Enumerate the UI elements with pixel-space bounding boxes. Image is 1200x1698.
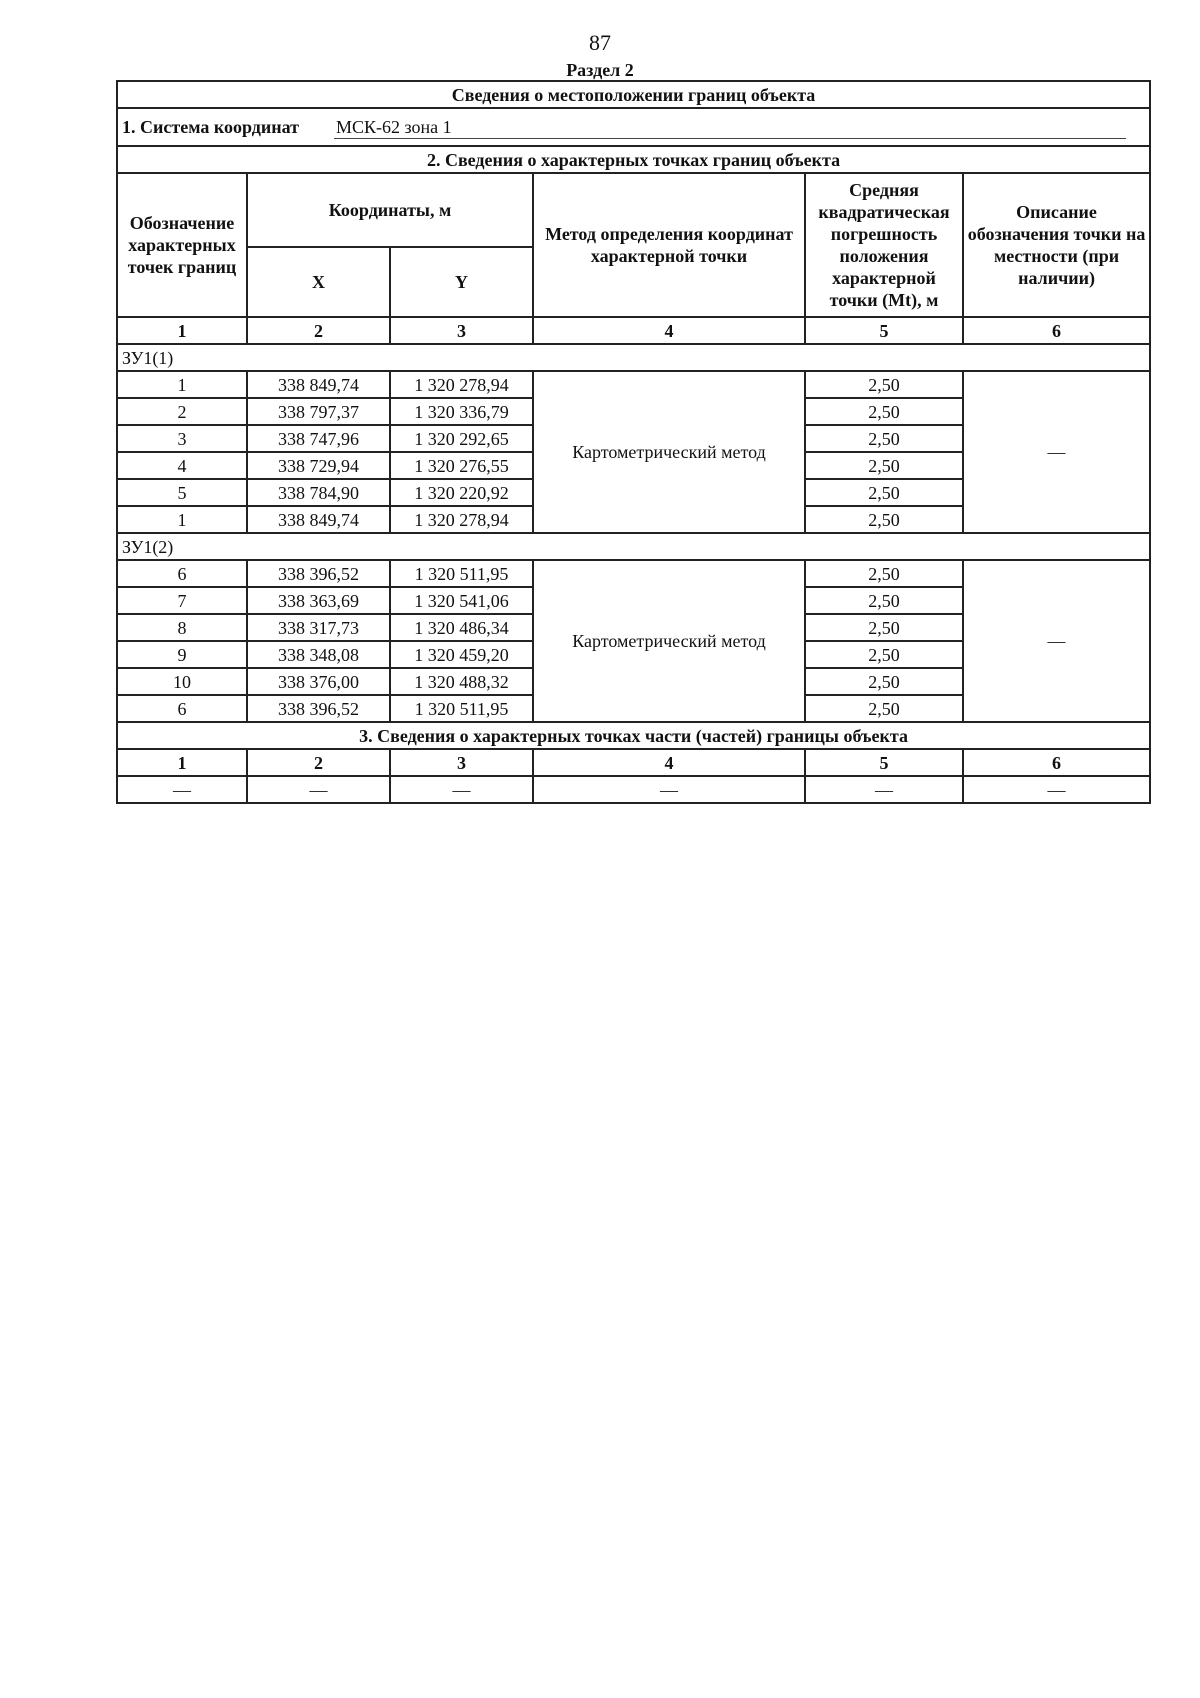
- column-number: 2: [247, 317, 390, 344]
- mt-cell: 2,50: [805, 452, 963, 479]
- header-x: X: [247, 247, 390, 317]
- coord-system-value: МСК-62 зона 1: [334, 116, 1126, 139]
- section2-title: 2. Сведения о характерных точках границ объекта: [117, 146, 1150, 173]
- method-cell: Картометрический метод: [533, 560, 805, 722]
- point-cell: 8: [117, 614, 247, 641]
- y-cell: 1 320 511,95: [390, 695, 533, 722]
- empty-cell: —: [963, 776, 1150, 803]
- column-number: 1: [117, 317, 247, 344]
- mt-cell: 2,50: [805, 479, 963, 506]
- point-cell: 9: [117, 641, 247, 668]
- table-row: [117, 560, 1150, 587]
- mt-cell: 2,50: [805, 587, 963, 614]
- description-cell: —: [963, 560, 1150, 722]
- group-name: ЗУ1(2): [117, 533, 1150, 560]
- empty-cell: —: [390, 776, 533, 803]
- header-method: Метод определения координат характерной точки: [533, 173, 805, 317]
- y-cell: 1 320 278,94: [390, 506, 533, 533]
- column-number: 4: [533, 317, 805, 344]
- table-title: Сведения о местоположении границ объекта: [117, 81, 1150, 108]
- coord-system-row: [117, 108, 1150, 146]
- header-designation: Обозначение характерных точек границ: [117, 173, 247, 317]
- y-cell: 1 320 511,95: [390, 560, 533, 587]
- x-cell: 338 396,52: [247, 560, 390, 587]
- y-cell: 1 320 276,55: [390, 452, 533, 479]
- mt-cell: 2,50: [805, 506, 963, 533]
- group-name: ЗУ1(1): [117, 344, 1150, 371]
- column-number: 5: [805, 749, 963, 776]
- empty-cell: —: [805, 776, 963, 803]
- x-cell: 338 363,69: [247, 587, 390, 614]
- x-cell: 338 729,94: [247, 452, 390, 479]
- x-cell: 338 797,37: [247, 398, 390, 425]
- point-cell: 7: [117, 587, 247, 614]
- header-coordinates: Координаты, м: [247, 173, 533, 247]
- x-cell: 338 376,00: [247, 668, 390, 695]
- section3-title: 3. Сведения о характерных точках части (частей) границы объекта: [117, 722, 1150, 749]
- x-cell: 338 849,74: [247, 506, 390, 533]
- point-cell: 2: [117, 398, 247, 425]
- empty-cell: —: [117, 776, 247, 803]
- mt-cell: 2,50: [805, 560, 963, 587]
- header-description: Описание обозначения точки на местности (при наличии): [963, 173, 1150, 317]
- y-cell: 1 320 278,94: [390, 371, 533, 398]
- mt-cell: 2,50: [805, 668, 963, 695]
- point-cell: 3: [117, 425, 247, 452]
- point-cell: 10: [117, 668, 247, 695]
- x-cell: 338 747,96: [247, 425, 390, 452]
- y-cell: 1 320 292,65: [390, 425, 533, 452]
- empty-cell: —: [533, 776, 805, 803]
- table-row: [117, 371, 1150, 398]
- column-number: 2: [247, 749, 390, 776]
- header-error: Средняя квадратическая погрешность положения характерной точки (Mt), м: [805, 173, 963, 317]
- x-cell: 338 784,90: [247, 479, 390, 506]
- description-cell: —: [963, 371, 1150, 533]
- method-cell: Картометрический метод: [533, 371, 805, 533]
- x-cell: 338 849,74: [247, 371, 390, 398]
- x-cell: 338 348,08: [247, 641, 390, 668]
- point-cell: 1: [117, 506, 247, 533]
- point-cell: 6: [117, 560, 247, 587]
- boundary-table: [116, 80, 1151, 804]
- section-title: Раздел 2: [566, 60, 634, 80]
- column-number: 3: [390, 749, 533, 776]
- header-y: Y: [390, 247, 533, 317]
- column-number: 3: [390, 317, 533, 344]
- column-number: 6: [963, 749, 1150, 776]
- column-number: 5: [805, 317, 963, 344]
- x-cell: 338 396,52: [247, 695, 390, 722]
- point-cell: 1: [117, 371, 247, 398]
- y-cell: 1 320 459,20: [390, 641, 533, 668]
- mt-cell: 2,50: [805, 641, 963, 668]
- point-cell: 5: [117, 479, 247, 506]
- mt-cell: 2,50: [805, 614, 963, 641]
- mt-cell: 2,50: [805, 398, 963, 425]
- table-row: [117, 776, 1150, 803]
- column-number: 6: [963, 317, 1150, 344]
- y-cell: 1 320 220,92: [390, 479, 533, 506]
- y-cell: 1 320 488,32: [390, 668, 533, 695]
- column-number: 4: [533, 749, 805, 776]
- y-cell: 1 320 541,06: [390, 587, 533, 614]
- mt-cell: 2,50: [805, 695, 963, 722]
- empty-cell: —: [247, 776, 390, 803]
- y-cell: 1 320 486,34: [390, 614, 533, 641]
- column-number: 1: [117, 749, 247, 776]
- point-cell: 6: [117, 695, 247, 722]
- coord-system-label: 1. Система координат: [122, 117, 299, 137]
- mt-cell: 2,50: [805, 371, 963, 398]
- point-cell: 4: [117, 452, 247, 479]
- y-cell: 1 320 336,79: [390, 398, 533, 425]
- x-cell: 338 317,73: [247, 614, 390, 641]
- mt-cell: 2,50: [805, 425, 963, 452]
- page-number: 87: [589, 30, 611, 55]
